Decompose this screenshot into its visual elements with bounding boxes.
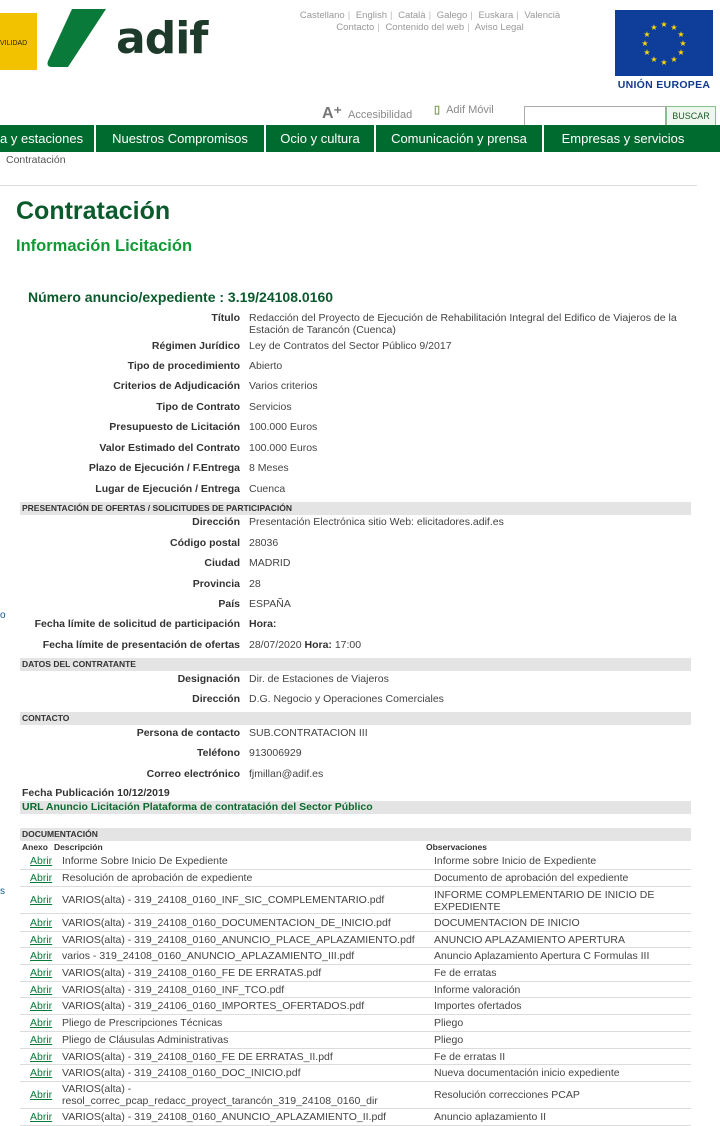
open-document-link[interactable]: Abrir: [30, 855, 53, 867]
document-row: Abrir VARIOS(alta) - 319_24108_0160_FE DE ERRATAS_II.pdf Fe de erratas II: [20, 1049, 691, 1065]
document-row: Abrir VARIOS(alta) - 319_24108_0160_DOCUMENTACION_DE_INICIO.pdf DOCUMENTACION DE INICIO: [20, 914, 691, 932]
open-document-link[interactable]: Abrir: [30, 1017, 53, 1029]
legal-notice-link[interactable]: Aviso Legal: [474, 22, 524, 33]
accessibility-link[interactable]: A⁺ Accesibilidad: [322, 105, 413, 122]
document-row: Abrir VARIOS(alta) - 319_24108_0160_ANUNCIO_PLACE_APLAZAMIENTO.pdf ANUNCIO APLAZAMIENTO APERTURA: [20, 932, 691, 948]
open-document-link[interactable]: Abrir: [30, 967, 53, 979]
eu-flag: [615, 10, 713, 76]
open-document-link[interactable]: Abrir: [30, 934, 53, 946]
document-row: Abrir VARIOS(alta) - 319_24108_0160_ANUNCIO_APLAZAMIENTO_II.pdf Anuncio aplazamiento II: [20, 1109, 691, 1126]
nav-companies-services[interactable]: Empresas y servicios: [561, 131, 685, 146]
fecha-publicacion: Fecha Publicación 10/12/2019: [22, 787, 170, 799]
document-row: Abrir varios - 319_24108_0160_ANUNCIO_APLAZAMIENTO_III.pdf Anuncio Aplazamiento Apertura C Formulas III: [20, 948, 691, 965]
main-nav: [0, 125, 720, 152]
svg-text:★: ★: [643, 30, 651, 39]
svg-text:★: ★: [650, 55, 658, 64]
document-row: Abrir VARIOS(alta) - 319_24106_0160_IMPORTES_OFERTADOS.pdf Importes ofertados: [20, 998, 691, 1015]
section-header-contacto: CONTACTO: [20, 712, 691, 725]
page-subtitle: Información Licitación: [16, 237, 193, 255]
breadcrumb[interactable]: Contratación: [6, 154, 66, 166]
open-document-link[interactable]: Abrir: [30, 1067, 53, 1079]
doc-header-descripcion: Descripción: [54, 842, 103, 852]
open-document-link[interactable]: Abrir: [30, 1089, 53, 1101]
left-sidebar-fragment: o: [0, 610, 6, 621]
doc-header-anexo: Anexo: [22, 842, 48, 852]
section-header-documentacion: DOCUMENTACIÓN: [20, 828, 691, 841]
open-document-link[interactable]: Abrir: [30, 1111, 53, 1123]
ministry-logo: VILIDAD: [0, 13, 37, 70]
lang-castellano[interactable]: Castellano: [299, 10, 345, 21]
language-links: Castellano | English | Català | Galego | Euskara | Valencià Contacto | Contenido del web | Aviso Legal: [299, 10, 561, 33]
page-title: Contratación: [16, 197, 171, 225]
contact-link[interactable]: Contacto: [336, 22, 375, 33]
nav-commitments[interactable]: Nuestros Compromisos: [96, 125, 266, 152]
web-content-link[interactable]: Contenido del web: [385, 22, 465, 33]
accessibility-icon: A⁺: [322, 105, 342, 122]
lang-valencia[interactable]: Valencià: [524, 10, 561, 21]
svg-text:★: ★: [643, 48, 651, 57]
eu-stars-icon: [615, 10, 713, 76]
open-document-link[interactable]: Abrir: [30, 984, 53, 996]
open-document-link[interactable]: Abrir: [30, 1000, 53, 1012]
svg-text:★: ★: [650, 23, 658, 32]
nav-stations[interactable]: a y estaciones: [0, 125, 96, 152]
lang-catala[interactable]: Català: [398, 10, 426, 21]
svg-text:★: ★: [670, 55, 678, 64]
header-divider: [0, 185, 697, 186]
open-document-link[interactable]: Abrir: [30, 917, 53, 929]
adif-logo-text: adif: [116, 13, 208, 64]
svg-text:★: ★: [670, 23, 678, 32]
document-row: Abrir Pliego de Cláusulas Administrativas Pliego: [20, 1032, 691, 1049]
adif-logo-mark-icon: [44, 7, 110, 69]
svg-text:★: ★: [677, 30, 685, 39]
svg-text:★: ★: [641, 39, 649, 48]
svg-text:★: ★: [660, 58, 668, 67]
section-header-contratante: DATOS DEL CONTRATANTE: [20, 658, 691, 671]
mobile-phone-icon: ▯: [434, 104, 441, 116]
search-input[interactable]: [524, 106, 666, 126]
nav-communication-press[interactable]: Comunicación y prensa: [376, 125, 544, 152]
open-document-link[interactable]: Abrir: [30, 1051, 53, 1063]
search-button[interactable]: BUSCAR: [666, 106, 716, 126]
expediente-number: Número anuncio/expediente : 3.19/24108.0160: [28, 289, 334, 305]
document-row: Abrir Pliego de Prescripciones Técnicas Pliego: [20, 1015, 691, 1032]
document-row: Abrir VARIOS(alta) - 319_24108_0160_INF_SIC_COMPLEMENTARIO.pdf INFORME COMPLEMENTARIO DE INICIO DE EXPEDIENTE: [20, 887, 691, 914]
open-document-link[interactable]: Abrir: [30, 1034, 53, 1046]
open-document-link[interactable]: Abrir: [30, 894, 53, 906]
open-document-link[interactable]: Abrir: [30, 872, 53, 884]
open-document-link[interactable]: Abrir: [30, 950, 53, 962]
adif-logo[interactable]: [44, 7, 244, 69]
svg-text:★: ★: [679, 39, 687, 48]
document-row: Abrir VARIOS(alta) - 319_24108_0160_FE DE ERRATAS.pdf Fe de erratas: [20, 965, 691, 982]
document-row: Abrir Resolución de aprobación de expediente Documento de aprobación del expediente: [20, 870, 691, 887]
eu-label: UNIÓN EUROPEA: [617, 79, 711, 91]
svg-text:★: ★: [677, 48, 685, 57]
svg-text:★: ★: [660, 20, 668, 29]
lang-english[interactable]: English: [355, 10, 387, 21]
document-row: Abrir Informe Sobre Inicio De Expediente Informe sobre Inicio de Expediente: [20, 853, 691, 870]
left-sidebar-fragment: s: [0, 886, 5, 897]
url-anuncio-link[interactable]: URL Anuncio Licitación Plataforma de contratación del Sector Público: [20, 801, 691, 814]
nav-leisure-culture[interactable]: Ocio y cultura: [266, 125, 376, 152]
document-row: Abrir VARIOS(alta) - 319_24108_0160_DOC_INICIO.pdf Nueva documentación inicio expediente: [20, 1065, 691, 1082]
section-header-ofertas: PRESENTACIÓN DE OFERTAS / SOLICITUDES DE PARTICIPACIÓN: [20, 502, 691, 515]
doc-header-observaciones: Observaciones: [426, 842, 487, 852]
document-row: Abrir VARIOS(alta) - 319_24108_0160_INF_TCO.pdf Informe valoración: [20, 982, 691, 998]
lang-euskara[interactable]: Euskara: [478, 10, 514, 21]
lang-galego[interactable]: Galego: [436, 10, 468, 21]
mobile-link[interactable]: ▯ Adif Móvil: [434, 104, 494, 116]
document-row: Abrir VARIOS(alta) - resol_correc_pcap_redacc_proyect_tarancón_319_24108_0160_dir Resolución correcciones PCAP: [20, 1082, 691, 1109]
